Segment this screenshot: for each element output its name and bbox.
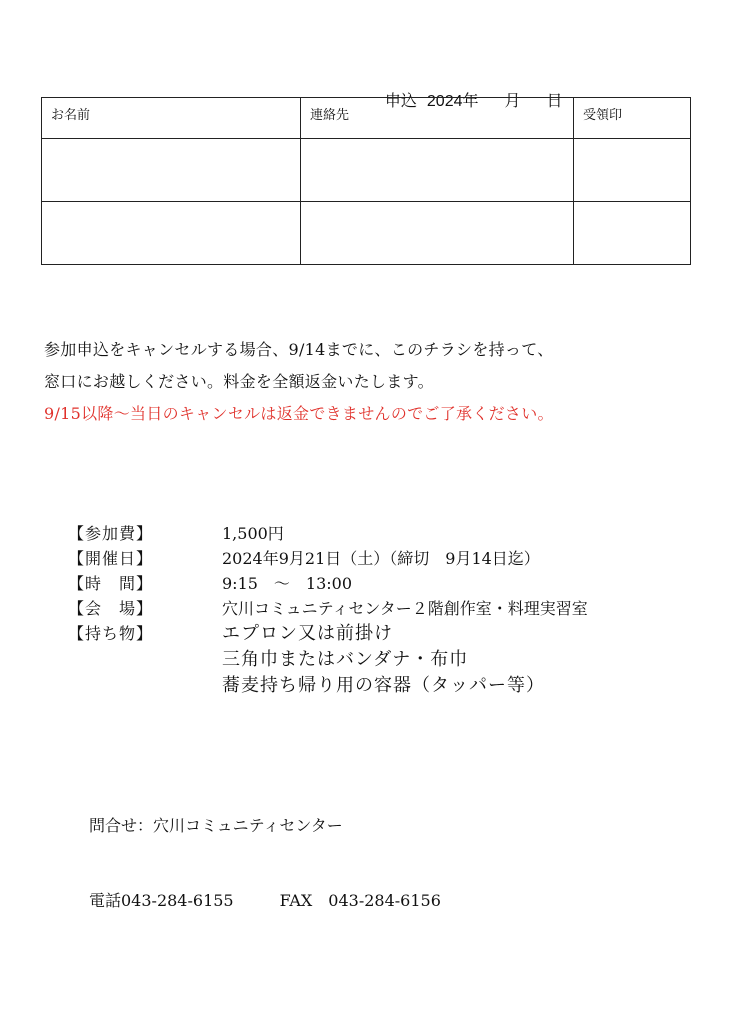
time-value: 9:15 ～ 13:00 <box>222 574 353 593</box>
contact-cell[interactable] <box>301 139 574 202</box>
notice-line-2: 窓口にお越しください。料金を全額返金いたします。 <box>44 372 434 391</box>
contact-cell[interactable] <box>301 202 574 265</box>
date-row <box>68 546 588 571</box>
date-value: 2024年9月21日（土）（締切 9月14日迄） <box>222 549 540 568</box>
header-receipt-stamp: 受領印 <box>574 98 691 139</box>
item-1: エプロン又は前掛け <box>222 623 393 644</box>
phone-fax-line <box>89 888 441 913</box>
cancellation-notice <box>44 334 554 430</box>
items-label: 【持ち物】 <box>68 624 154 643</box>
fee-row <box>68 521 588 546</box>
name-cell[interactable] <box>42 202 301 265</box>
table-row <box>42 139 691 202</box>
contact-info <box>89 763 441 938</box>
notice-warning: 9/15以降～当日のキャンセルは返金できませんのでご了承ください。 <box>44 404 554 423</box>
date-label: 【開催日】 <box>68 549 154 568</box>
time-row <box>68 571 588 596</box>
event-details <box>68 521 588 699</box>
item-3: 蕎麦持ち帰り用の容器（タッパー等） <box>222 675 545 696</box>
time-label: 【時 間】 <box>68 574 154 593</box>
venue-value: 穴川コミュニティセンター２階創作室・料理実習室 <box>222 599 588 618</box>
items-row <box>68 621 588 647</box>
header-contact: 連絡先 <box>301 98 574 139</box>
venue-row <box>68 596 588 621</box>
fax-number: FAX 043-284-6156 <box>279 891 441 910</box>
inquiry-line: 問合せ：穴川コミュニティセンター <box>89 816 343 835</box>
stamp-cell[interactable] <box>574 202 691 265</box>
application-year: 2024年 <box>426 93 479 110</box>
header-name: お名前 <box>42 98 301 139</box>
phone-number: 電話043-284-6155 <box>89 891 234 910</box>
registration-table <box>41 97 691 265</box>
name-cell[interactable] <box>42 139 301 202</box>
table-row <box>42 202 691 265</box>
item-2: 三角巾またはバンダナ・布巾 <box>222 649 469 670</box>
fee-label: 【参加費】 <box>68 524 154 543</box>
stamp-cell[interactable] <box>574 139 691 202</box>
table-header-row <box>42 98 691 139</box>
fee-value: 1,500円 <box>222 524 284 543</box>
venue-label: 【会 場】 <box>68 599 154 618</box>
application-label: 申込 <box>384 93 417 110</box>
application-day: 日 <box>546 93 563 110</box>
notice-line-1: 参加申込をキャンセルする場合、9/14までに、このチラシを持って、 <box>44 340 554 359</box>
application-month: 月 <box>504 93 521 110</box>
